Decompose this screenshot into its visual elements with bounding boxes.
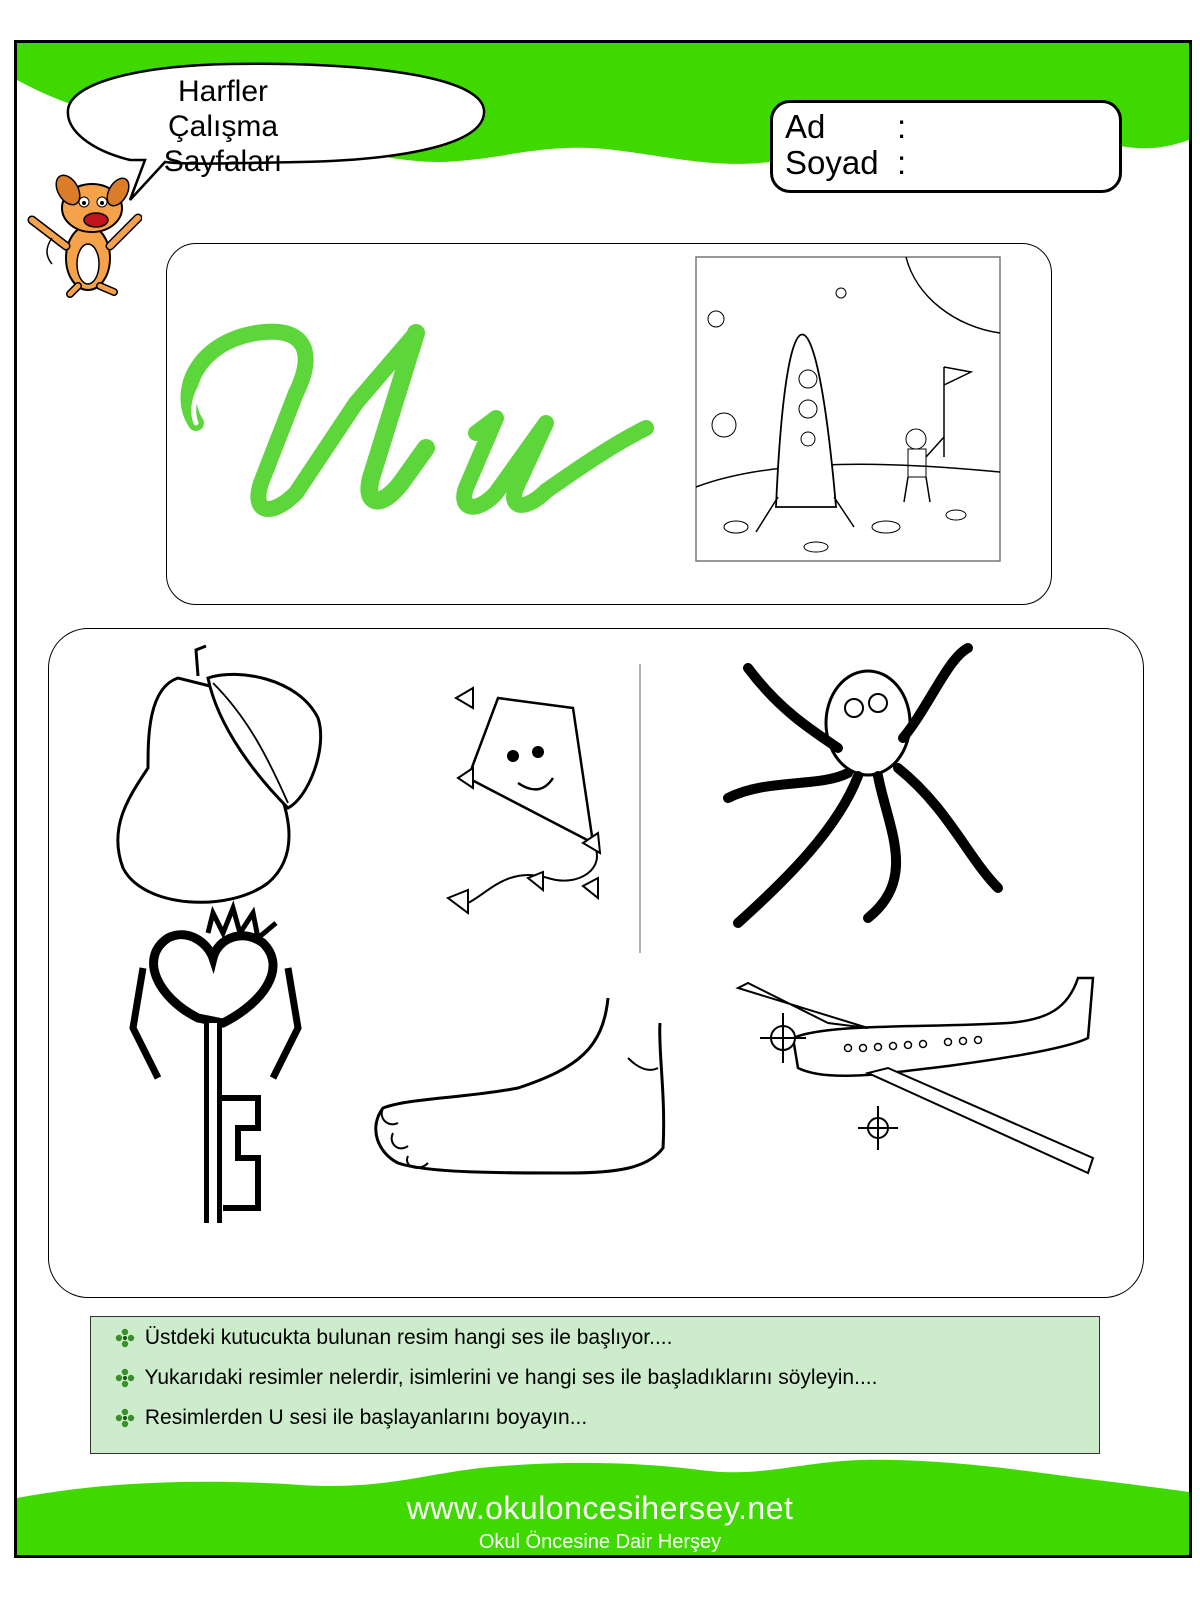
instruction-item xyxy=(115,1365,877,1391)
name-label: Ad xyxy=(785,108,826,145)
uppercase-u-glyph xyxy=(189,332,427,509)
instruction-text: Üstdeki kutucukta bulunan resim hangi ses ile başlıyor.... xyxy=(144,1326,673,1349)
dog-mascot-icon xyxy=(22,168,142,298)
lowercase-u-glyph xyxy=(464,418,646,507)
bubble-line-1: Harfler xyxy=(177,75,268,108)
clover-bullet-icon xyxy=(115,1408,135,1428)
name-surname-box xyxy=(770,100,1122,193)
clover-bullet-icon xyxy=(115,1328,135,1348)
pictures-art xyxy=(48,628,1144,1298)
letter-box-art xyxy=(166,243,1052,605)
footer-tagline: Okul Öncesine Dair Herşey xyxy=(478,1531,722,1553)
instruction-item xyxy=(115,1405,587,1431)
pear-picture xyxy=(118,646,321,902)
instruction-item xyxy=(115,1325,672,1351)
bubble-line-2: Çalışma Sayfaları xyxy=(163,110,283,178)
surname-field[interactable] xyxy=(785,144,907,181)
instruction-text: Yukarıdaki resimler nelerdir, isimlerini ve hangi ses ile başladıklarını söyleyin.... xyxy=(144,1366,878,1389)
surname-label: Soyad xyxy=(785,144,879,181)
octopus-picture xyxy=(728,648,998,923)
key-picture xyxy=(133,908,298,1223)
kite-picture xyxy=(448,664,640,953)
astronaut-rocket-picture xyxy=(696,257,1000,561)
instructions-box xyxy=(90,1316,1100,1454)
name-colon: : xyxy=(897,108,907,145)
surname-colon: : xyxy=(897,144,907,181)
bubble-title xyxy=(118,74,328,179)
clover-bullet-icon xyxy=(115,1368,135,1388)
footer-url-link[interactable]: www.okuloncesihersey.net xyxy=(406,1490,794,1526)
airplane-picture xyxy=(738,978,1093,1173)
instruction-text: Resimlerden U sesi ile başlayanlarını boyayın... xyxy=(144,1406,588,1429)
name-field[interactable] xyxy=(785,108,907,145)
foot-picture xyxy=(376,998,664,1173)
